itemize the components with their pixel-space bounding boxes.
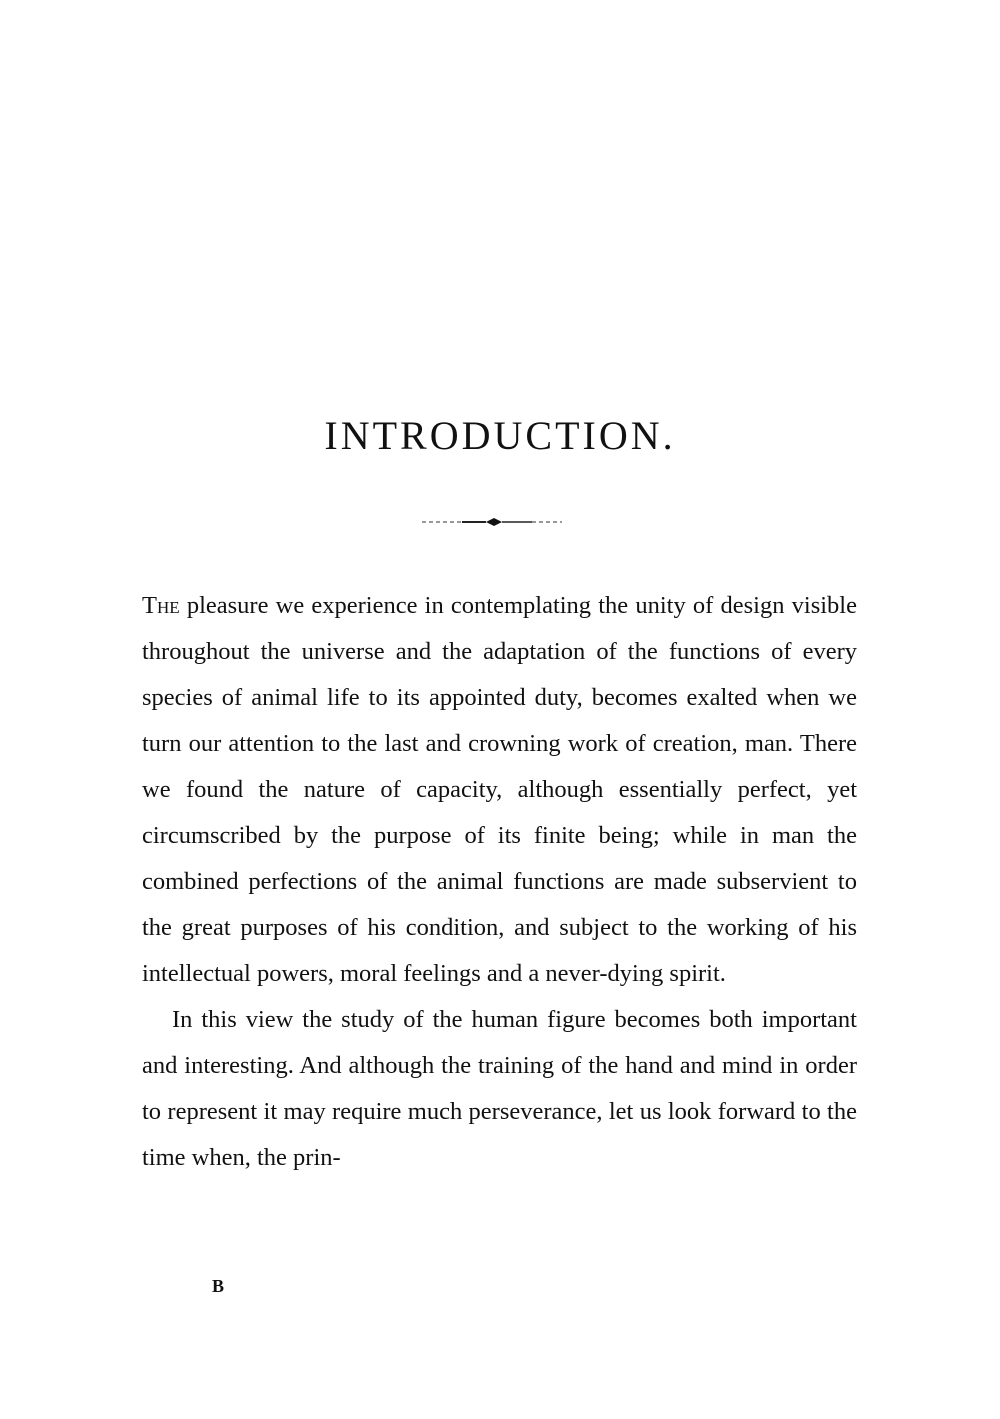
first-word: The bbox=[142, 592, 180, 619]
paragraph-1-text: pleasure we experience in contemplating the unity of design visible throughout the universe and the adaptation of the functions of every species of animal life to its appointed duty, becomes exalted when we turn our attention to the last and crowning work of creation, man. There we found the nature of capacity, although essentially perfect, yet circumscribed by the purpose of its finite being; while in man the combined perfections of the animal functions are made subservient to the great purposes of his condition, and subject to the working of his intellectual powers, moral feelings and a never-dying spirit. bbox=[142, 592, 857, 987]
paragraph-1 bbox=[142, 583, 857, 997]
ornament-divider-icon bbox=[422, 510, 562, 534]
paragraph-2: In this view the study of the human figure becomes both important and interesting. And although the training of the hand and mind in order to represent it may require much perseverance, let us look forward to the time when, the prin- bbox=[142, 1006, 857, 1171]
body-text bbox=[142, 583, 857, 1181]
page-title: INTRODUCTION. bbox=[324, 413, 676, 458]
signature-mark: B bbox=[212, 1276, 225, 1296]
